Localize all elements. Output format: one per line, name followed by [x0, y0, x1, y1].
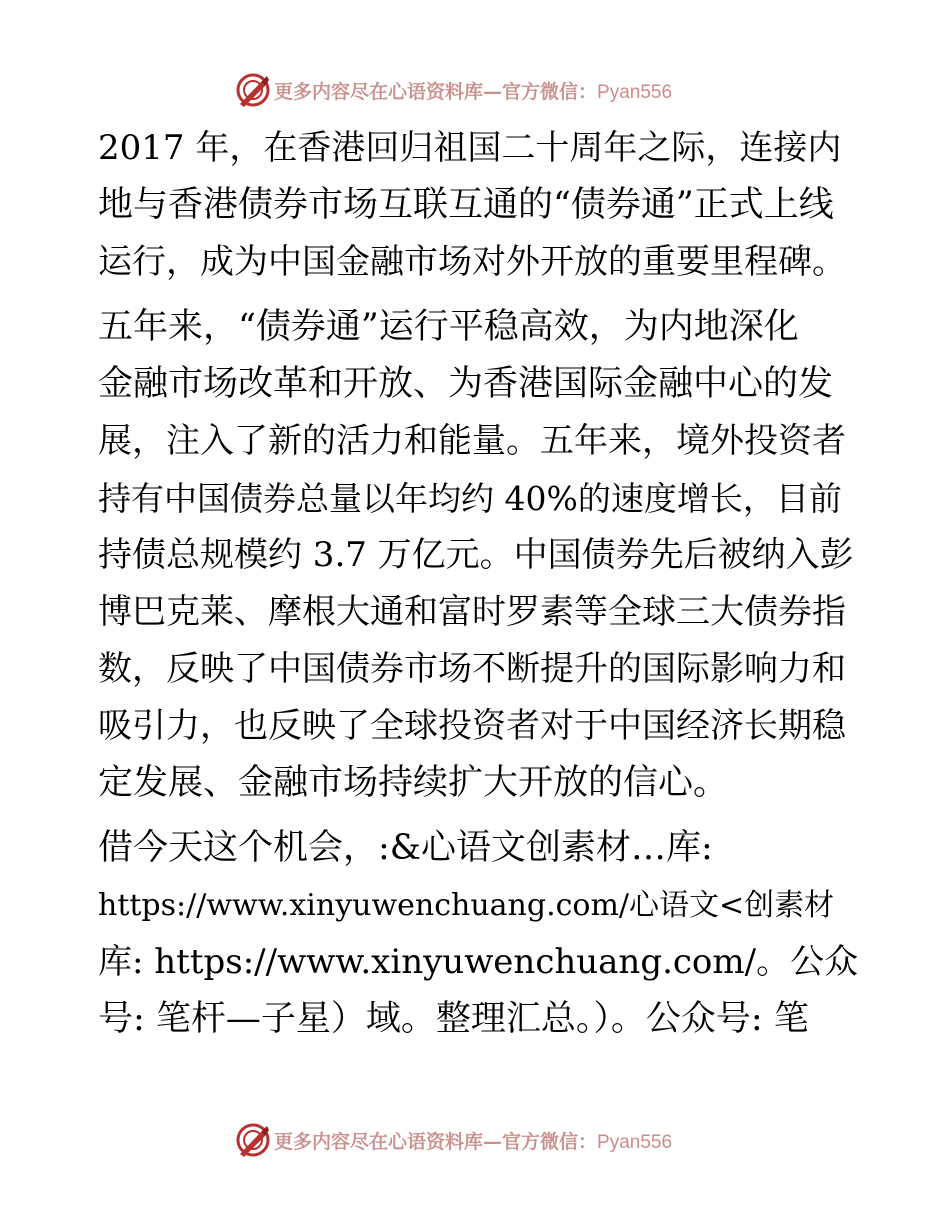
text-line: 借今天这个机会，:&心语文创素材…库: [98, 828, 713, 868]
text-line: 库: https://www.xinyuwenchuang.com/。公众 [98, 942, 859, 982]
text-line: 持债总规模约 3.7 万亿元。中国债券先后被纳入彭 [98, 535, 854, 575]
text-line: https://www.xinyuwenchuang.com/心语文<创素材 [98, 888, 835, 923]
pen-logo-icon [234, 1121, 272, 1159]
paragraph-five-years-review [98, 299, 858, 812]
pen-logo-icon [234, 71, 272, 109]
text-line: 2017 年，在香港回归祖国二十周年之际，连接内 [98, 128, 842, 168]
text-line: 金融市场改革和开放、为香港国际金融中心的发 [98, 364, 834, 404]
header-watermark-banner [234, 70, 714, 110]
text-line: 定发展、金融市场持续扩大开放的信心。 [98, 763, 729, 803]
header-watermark-text: 更多内容尽在心语资料库—官方微信：Pyan556 [274, 80, 673, 103]
text-line: 博巴克莱、摩根大通和富时罗素等全球三大债券指 [98, 592, 846, 632]
paragraph-bond-connect-launch [98, 120, 858, 291]
footer-wechat-id: Pyan556 [597, 1131, 673, 1153]
footer-watermark-banner [234, 1120, 714, 1160]
text-line: 运行，成为中国金融市场对外开放的重要里程碑。 [98, 242, 846, 282]
text-line: 展，注入了新的活力和能量。五年来，境外投资者 [98, 421, 846, 461]
paragraph-source-notice [98, 820, 858, 1048]
text-line: 号: 笔杆—子星）域。整理汇总。）。公众号: 笔 [98, 999, 809, 1039]
text-line: 地与香港债券市场互联互通的“债券通”正式上线 [98, 185, 834, 225]
header-wechat-id: Pyan556 [597, 81, 673, 103]
text-line: 持有中国债券总量以年均约 40%的速度增长，目前 [98, 479, 842, 518]
text-line: 数，反映了中国债券市场不断提升的国际影响力和 [98, 649, 846, 689]
article-body [98, 120, 858, 1048]
text-line: 吸引力，也反映了全球投资者对于中国经济长期稳 [98, 706, 846, 746]
text-line: 五年来，“债券通”运行平稳高效，为内地深化 [98, 307, 799, 347]
footer-watermark-text: 更多内容尽在心语资料库—官方微信：Pyan556 [274, 1130, 673, 1153]
